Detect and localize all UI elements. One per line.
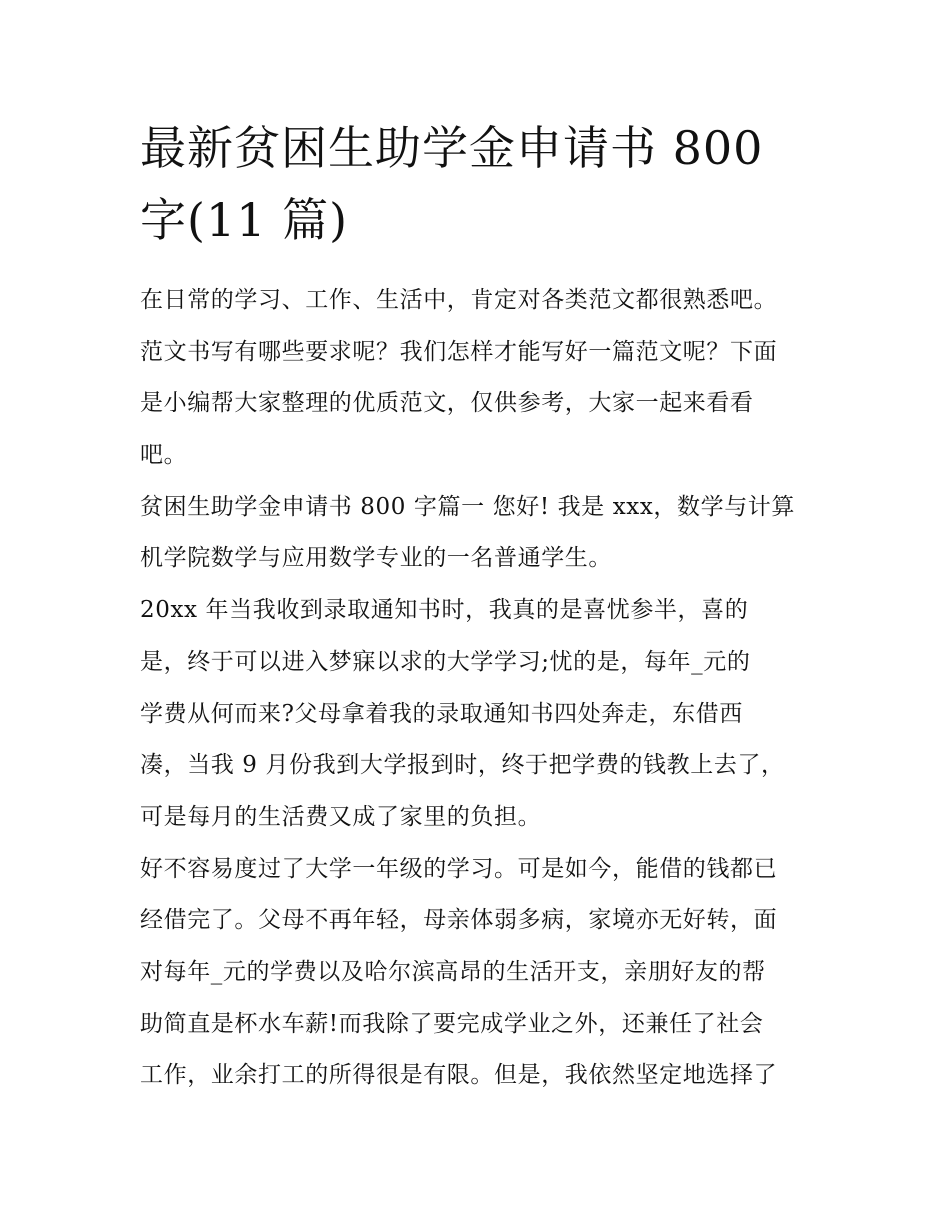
- body-line: 在日常的学习、工作、生活中，肯定对各类范文都很熟悉吧。: [140, 287, 778, 313]
- body-line: 范文书写有哪些要求呢？我们怎样才能写好一篇范文呢？下面: [140, 338, 778, 365]
- body-line: 20xx 年当我收到录取通知书时，我真的是喜忧参半，喜的: [140, 597, 749, 624]
- title-line-2: 字(11 篇): [140, 193, 349, 247]
- body-line: 经借完了。父母不再年轻，母亲体弱多病，家境亦无好转，面: [140, 907, 778, 934]
- document-title: [140, 112, 820, 256]
- body-line: 机学院数学与应用数学专业的一名普通学生。: [140, 545, 612, 572]
- body-line: 好不容易度过了大学一年级的学习。可是如今，能借的钱都已: [140, 855, 778, 882]
- body-line: 凑，当我 9 月份我到大学报到时，终于把学费的钱教上去了，: [140, 752, 785, 779]
- body-line: 工作，业余打工的所得很是有限。但是，我依然坚定地选择了: [140, 1062, 778, 1089]
- body-line: 学费从何而来?父母拿着我的录取通知书四处奔走，东借西: [140, 700, 743, 727]
- body-line: 对每年_元的学费以及哈尔滨高昂的生活开支，亲朋好友的帮: [140, 958, 766, 985]
- title-line-1: 最新贫困生助学金申请书 800: [140, 121, 764, 175]
- body-line: 助简直是杯水车薪!而我除了要完成学业之外，还兼任了社会: [140, 1010, 764, 1037]
- body-line: 是，终于可以进入梦寐以求的大学学习;忧的是，每年_元的: [140, 648, 751, 675]
- body-line: 贫困生助学金申请书 800 字篇一 您好! 我是 xxx，数学与计算: [140, 493, 796, 520]
- body-line: 吧。: [140, 442, 188, 469]
- body-line: 是小编帮大家整理的优质范文，仅供参考，大家一起来看看: [140, 390, 754, 417]
- document-body: [140, 275, 812, 1102]
- body-line: 可是每月的生活费又成了家里的负担。: [140, 803, 542, 830]
